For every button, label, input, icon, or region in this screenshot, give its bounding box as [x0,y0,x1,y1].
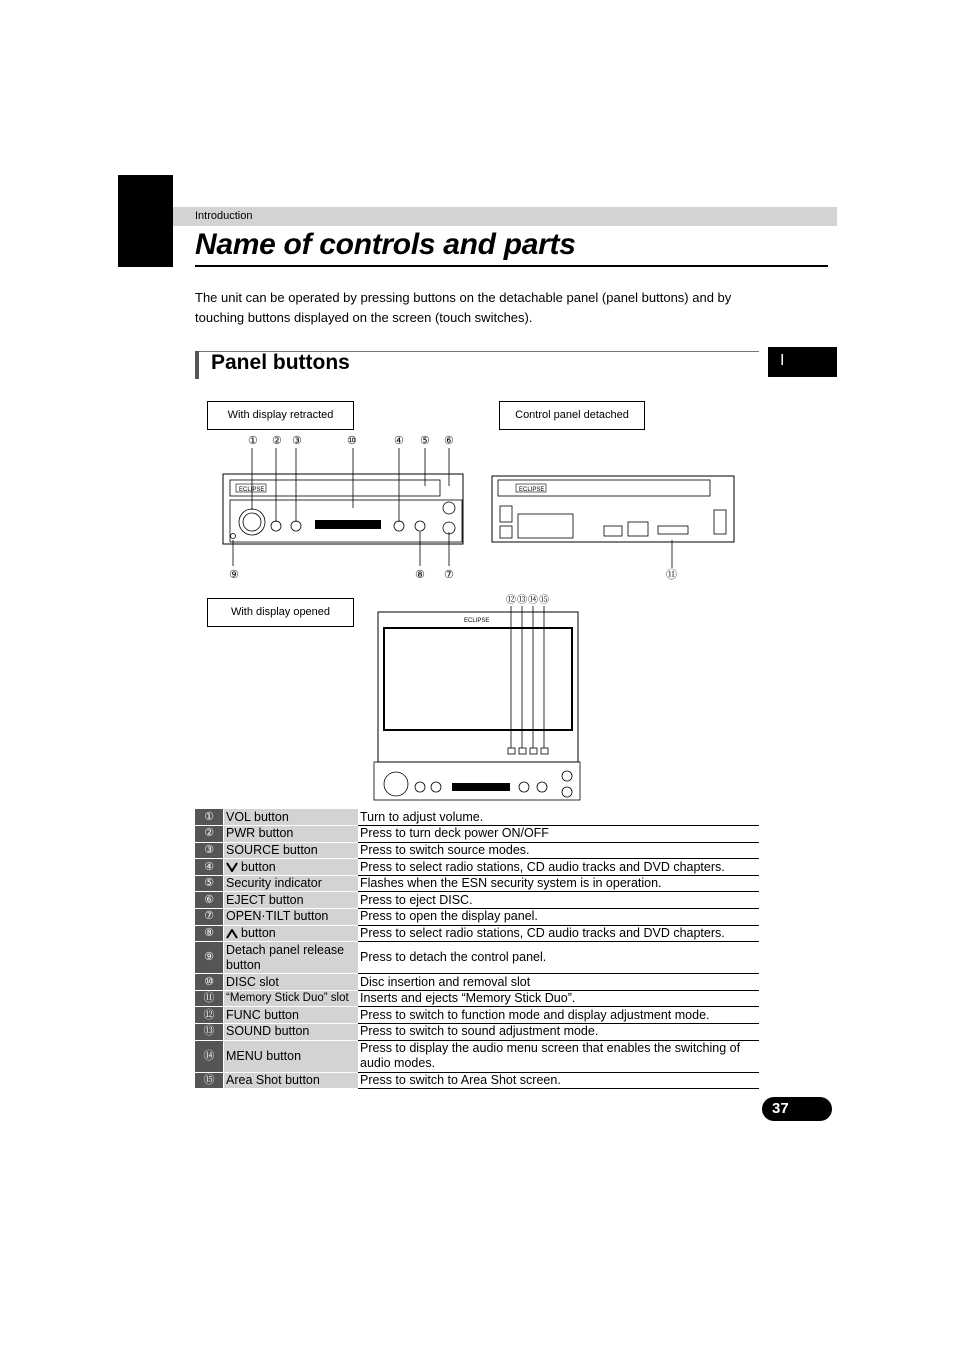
part-name-cell [224,909,359,926]
table-row [195,1040,759,1072]
part-name-cell [224,892,359,909]
part-name: button [241,859,276,874]
part-number: ⑦ [195,909,224,926]
part-number: ⑫ [195,1007,224,1024]
part-description: Turn to adjust volume. [358,809,759,826]
part-name-cell [224,1040,359,1072]
part-name-cell [224,842,359,859]
title-underline [195,265,828,267]
part-name-cell [224,925,359,942]
part-description: Press to switch source modes. [358,842,759,859]
part-name: PWR button [226,826,294,841]
chevron-down-icon [226,862,238,872]
part-name: MENU button [226,1048,302,1063]
part-number: ⑤ [195,875,224,892]
part-description: Press to open the display panel. [358,909,759,926]
figure-display-opened [370,590,585,805]
brand-logo: ECLIPSE [519,487,545,493]
part-name-cell [224,809,359,826]
part-name: VOL button [226,809,289,824]
callout-2: ② [272,435,282,447]
part-number: ⑧ [195,925,224,942]
chapter-marker: I [780,352,785,369]
table-row [195,925,759,942]
page-number [762,1097,832,1121]
part-number: ⑭ [195,1040,224,1072]
part-description: Press to switch to function mode and display adjustment mode. [358,1007,759,1024]
callout-6: ⑥ [444,435,454,447]
part-number: ⑥ [195,892,224,909]
table-row [195,892,759,909]
parts-table [195,809,759,1089]
callout-7: ⑦ [444,569,454,581]
part-number: ④ [195,859,224,876]
callout-14: ⑭ [528,595,538,606]
page-number-text: 37 [772,1100,789,1117]
callout-10: ⑩ [347,435,357,447]
part-name-cell [224,974,359,991]
part-name-cell [224,859,359,876]
part-description: Press to turn deck power ON/OFF [358,826,759,843]
part-number: ① [195,809,224,826]
callout-8: ⑧ [415,569,425,581]
part-name-cell [224,1024,359,1041]
part-name-cell [224,942,359,974]
part-name-cell [224,1007,359,1024]
caption-panel-detached: Control panel detached [499,401,645,430]
part-name: Detach panel release button [226,942,345,972]
table-row [195,842,759,859]
table-row [195,826,759,843]
heading-accent-bar [195,351,199,379]
part-number: ③ [195,842,224,859]
callout-5: ⑤ [420,435,430,447]
part-name: DISC slot [226,974,279,989]
part-name: SOUND button [226,1024,310,1039]
table-row [195,809,759,826]
caption-display-retracted: With display retracted [207,401,354,430]
part-number: ② [195,826,224,843]
table-row [195,990,759,1007]
part-description: Press to eject DISC. [358,892,759,909]
table-row [195,942,759,974]
table-row [195,909,759,926]
part-description: Flashes when the ESN security system is in operation. [358,875,759,892]
table-row [195,1024,759,1041]
figure-display-retracted [218,430,468,585]
part-name: button [241,925,276,940]
section-label: Introduction [195,210,253,222]
callout-15: ⑮ [539,595,549,606]
table-row [195,875,759,892]
part-name: OPEN·TILT button [226,909,329,924]
part-description: Press to select radio stations, CD audio tracks and DVD chapters. [358,859,759,876]
part-description: Press to detach the control panel. [358,942,759,974]
callout-9: ⑨ [229,569,239,581]
part-name: FUNC button [226,1007,299,1022]
table-row [195,859,759,876]
callout-12: ⑫ [506,595,516,606]
callout-1: ① [248,435,258,447]
part-name: “Memory Stick Duo” slot [226,992,349,1005]
part-name-cell [224,875,359,892]
part-number: ⑨ [195,942,224,974]
callout-3: ③ [292,435,302,447]
chapter-side-block [118,175,173,267]
part-number: ⑪ [195,990,224,1007]
lcd-strip [452,783,510,791]
figure-panel-detached [488,470,738,585]
table-row [195,974,759,991]
brand-logo: ECLIPSE [464,618,490,624]
lcd-strip [315,520,381,529]
part-description: Press to switch to sound adjustment mode. [358,1024,759,1041]
part-number: ⑮ [195,1072,224,1089]
table-row [195,1072,759,1089]
brand-logo: ECLIPSE [239,487,265,493]
callout-4: ④ [394,435,404,447]
part-description: Press to switch to Area Shot screen. [358,1072,759,1089]
part-name-cell [224,990,359,1007]
part-name: SOURCE button [226,842,318,857]
page-title: Name of controls and parts [195,228,576,261]
part-description: Press to select radio stations, CD audio tracks and DVD chapters. [358,925,759,942]
section-header-bar [173,207,837,226]
caption-display-opened: With display opened [207,598,354,627]
chapter-tab [768,347,837,377]
part-description: Inserts and ejects “Memory Stick Duo”. [358,990,759,1007]
callout-11: ⑪ [666,569,677,581]
section-heading: Panel buttons [211,351,350,374]
part-description: Disc insertion and removal slot [358,974,759,991]
part-name-cell [224,826,359,843]
intro-paragraph: The unit can be operated by pressing buttons on the detachable panel (panel buttons) and by touching buttons displayed on the screen (touch switches). [195,290,732,325]
callout-13: ⑬ [517,595,527,606]
part-number: ⑩ [195,974,224,991]
part-description: Press to display the audio menu screen that enables the switching of audio modes. [358,1040,759,1072]
table-row [195,1007,759,1024]
part-name: Area Shot button [226,1072,320,1087]
part-number: ⑬ [195,1024,224,1041]
chevron-up-icon [226,929,238,939]
part-name: Security indicator [226,876,322,891]
part-name-cell [224,1072,359,1089]
part-name: EJECT button [226,892,304,907]
